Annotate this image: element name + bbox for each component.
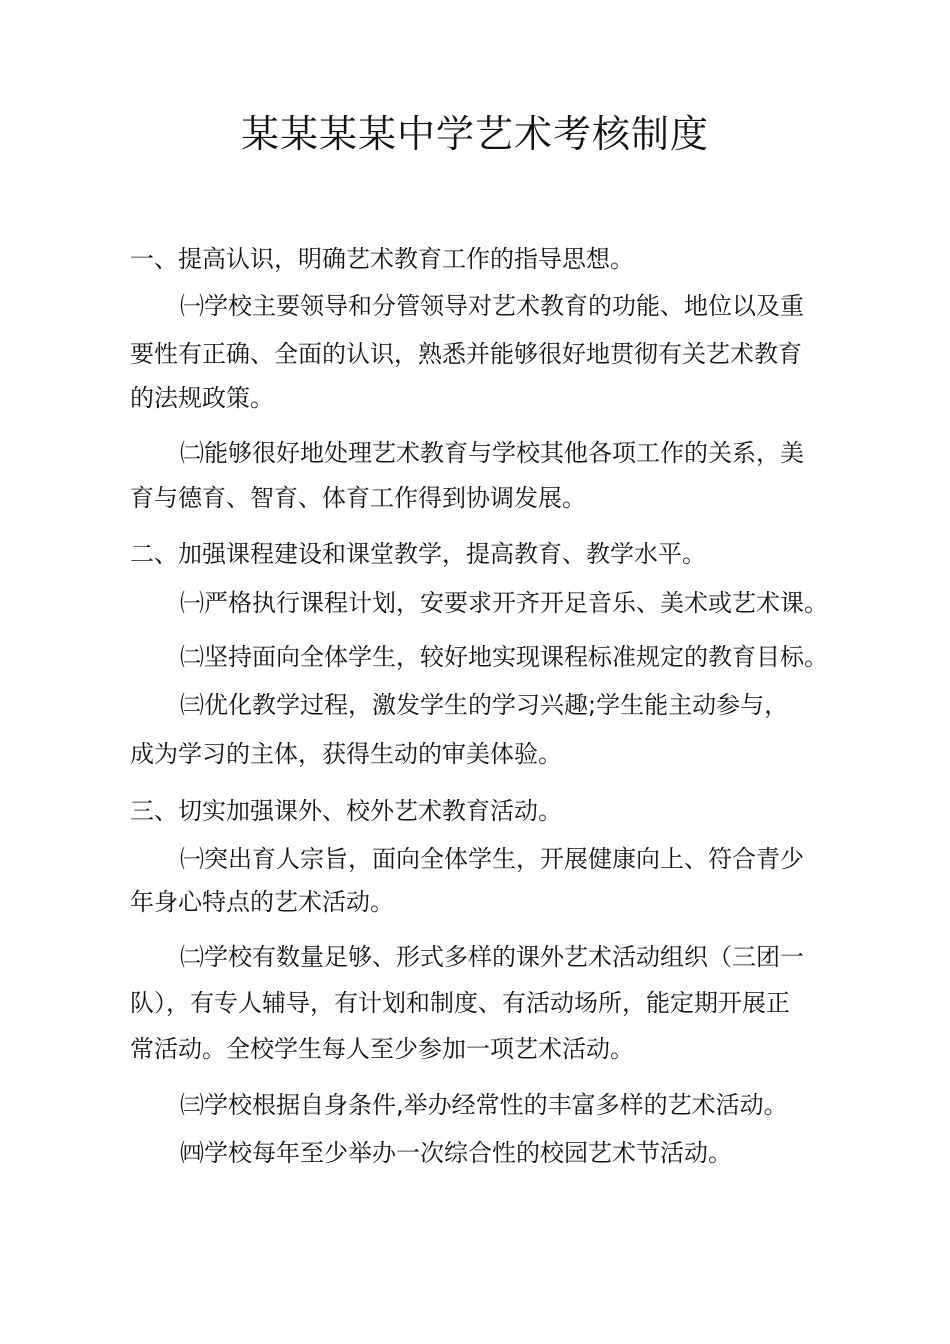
section-heading: 二、加强课程建设和课堂教学，提高教育、教学水平。 xyxy=(130,540,706,568)
section-heading: 一、提高认识，明确艺术教育工作的指导思想。 xyxy=(130,245,634,273)
paragraph-line: ㈡坚持面向全体学生，较好地实现课程标准规定的教育目标。 xyxy=(180,643,828,671)
paragraph-line: ㈢优化教学过程，激发学生的学习兴趣;学生能主动参与， xyxy=(180,691,789,719)
paragraph-line: ㈣学校每年至少举办一次综合性的校园艺术节活动。 xyxy=(180,1139,732,1167)
paragraph-line: ㈠突出育人宗旨，面向全体学生，开展健康向上、符合青少 xyxy=(180,845,804,873)
paragraph-line: 育与德育、智育、体育工作得到协调发展。 xyxy=(130,484,586,512)
paragraph-line: 常活动。全校学生每人至少参加一项艺术活动。 xyxy=(130,1035,634,1063)
paragraph-line: ㈡学校有数量足够、形式多样的课外艺术活动组织（三团一 xyxy=(180,943,804,971)
page-title: 某某某某中学艺术考核制度 xyxy=(240,112,709,156)
paragraph-line: 年身心特点的艺术活动。 xyxy=(130,888,394,916)
paragraph-line: ㈢学校根据自身条件,举办经常性的丰富多样的艺术活动。 xyxy=(180,1091,788,1119)
paragraph-line: ㈡能够很好地处理艺术教育与学校其他各项工作的关系，美 xyxy=(180,439,804,467)
paragraph-line: 要性有正确、全面的认识，熟悉并能够很好地贯彻有关艺术教育 xyxy=(130,340,802,368)
paragraph-line: ㈠严格执行课程计划，安要求开齐开足音乐、美术或艺术课。 xyxy=(180,589,828,617)
paragraph-line: 成为学习的主体，获得生动的审美体验。 xyxy=(130,740,562,768)
paragraph-line: 队），有专人辅导，有计划和制度、有活动场所，能定期开展正 xyxy=(130,989,790,1017)
paragraph-line: 的法规政策。 xyxy=(130,384,274,412)
section-heading: 三、切实加强课外、校外艺术教育活动。 xyxy=(130,797,562,825)
paragraph-line: ㈠学校主要领导和分管领导对艺术教育的功能、地位以及重 xyxy=(180,292,804,320)
